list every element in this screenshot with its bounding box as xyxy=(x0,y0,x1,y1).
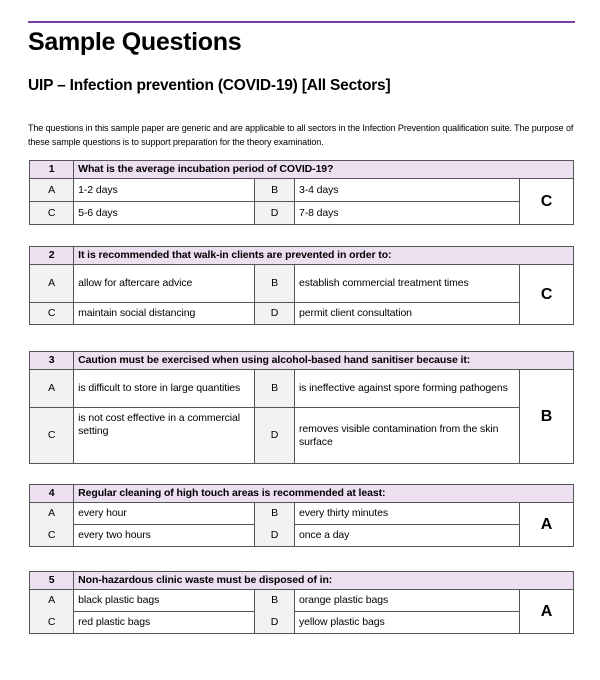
question-text: Regular cleaning of high touch areas is recommended at least: xyxy=(74,485,574,503)
option-b: orange plastic bags xyxy=(294,590,519,612)
intro-paragraph: The questions in this sample paper are generic and are applicable to all sectors in the Infection Prevention qualification suite. The purpose of these sample questions is to support preparation for the theory examination. xyxy=(28,123,574,147)
option-letter-c: C xyxy=(30,303,74,325)
question-header xyxy=(30,247,574,265)
question-table-1 xyxy=(29,160,574,225)
option-row xyxy=(30,370,574,408)
option-letter-a: A xyxy=(30,503,74,525)
option-letter-c: C xyxy=(30,525,74,547)
question-number: 3 xyxy=(30,352,74,370)
question-header xyxy=(30,572,574,590)
option-letter-b: B xyxy=(255,179,295,202)
question-text: Non-hazardous clinic waste must be disposed of in: xyxy=(74,572,574,590)
answer-cell: C xyxy=(520,179,574,225)
option-c: every two hours xyxy=(74,525,255,547)
option-row xyxy=(30,612,574,634)
answer-cell: C xyxy=(520,265,574,325)
option-row xyxy=(30,265,574,303)
option-letter-d: D xyxy=(255,612,295,634)
option-c: 5-6 days xyxy=(74,202,255,225)
option-letter-a: A xyxy=(30,370,74,408)
page-title: Sample Questions xyxy=(28,28,242,56)
page-subtitle: UIP – Infection prevention (COVID-19) [All Sectors] xyxy=(28,77,391,94)
option-letter-d: D xyxy=(255,303,295,325)
option-b: 3-4 days xyxy=(294,179,519,202)
option-a: 1-2 days xyxy=(74,179,255,202)
question-text: What is the average incubation period of COVID-19? xyxy=(74,161,574,179)
option-row xyxy=(30,179,574,202)
option-b: is ineffective against spore forming pathogens xyxy=(294,370,519,408)
option-b: every thirty minutes xyxy=(294,503,519,525)
option-letter-c: C xyxy=(30,202,74,225)
option-row xyxy=(30,590,574,612)
question-text: It is recommended that walk-in clients are prevented in order to: xyxy=(74,247,574,265)
option-letter-d: D xyxy=(255,408,295,464)
answer-cell: A xyxy=(520,503,574,547)
option-d: 7-8 days xyxy=(294,202,519,225)
question-table-3 xyxy=(29,351,574,464)
option-letter-b: B xyxy=(255,590,295,612)
option-row xyxy=(30,202,574,225)
question-header xyxy=(30,485,574,503)
option-letter-a: A xyxy=(30,179,74,202)
option-letter-a: A xyxy=(30,590,74,612)
question-number: 4 xyxy=(30,485,74,503)
option-letter-d: D xyxy=(255,525,295,547)
question-number: 5 xyxy=(30,572,74,590)
option-letter-c: C xyxy=(30,408,74,464)
option-c: maintain social distancing xyxy=(74,303,255,325)
question-table-2 xyxy=(29,246,574,325)
option-letter-b: B xyxy=(255,265,295,303)
option-d: yellow plastic bags xyxy=(294,612,519,634)
option-d: removes visible contamination from the skin surface xyxy=(294,408,519,464)
option-letter-d: D xyxy=(255,202,295,225)
question-header xyxy=(30,161,574,179)
answer-cell: B xyxy=(520,370,574,464)
top-rule-divider xyxy=(28,21,575,23)
option-c: red plastic bags xyxy=(74,612,255,634)
option-row xyxy=(30,503,574,525)
question-table-4 xyxy=(29,484,574,547)
question-text: Caution must be exercised when using alcohol-based hand sanitiser because it: xyxy=(74,352,574,370)
option-row xyxy=(30,525,574,547)
answer-cell: A xyxy=(520,590,574,634)
option-b: establish commercial treatment times xyxy=(294,265,519,303)
question-number: 1 xyxy=(30,161,74,179)
option-letter-b: B xyxy=(255,503,295,525)
question-header xyxy=(30,352,574,370)
question-table-5 xyxy=(29,571,574,634)
option-letter-b: B xyxy=(255,370,295,408)
option-a: every hour xyxy=(74,503,255,525)
option-a: black plastic bags xyxy=(74,590,255,612)
option-row xyxy=(30,408,574,464)
question-number: 2 xyxy=(30,247,74,265)
option-c: is not cost effective in a commercial setting xyxy=(74,408,255,464)
option-row xyxy=(30,303,574,325)
option-letter-a: A xyxy=(30,265,74,303)
option-d: permit client consultation xyxy=(294,303,519,325)
option-d: once a day xyxy=(294,525,519,547)
option-a: allow for aftercare advice xyxy=(74,265,255,303)
option-a: is difficult to store in large quantities xyxy=(74,370,255,408)
option-letter-c: C xyxy=(30,612,74,634)
